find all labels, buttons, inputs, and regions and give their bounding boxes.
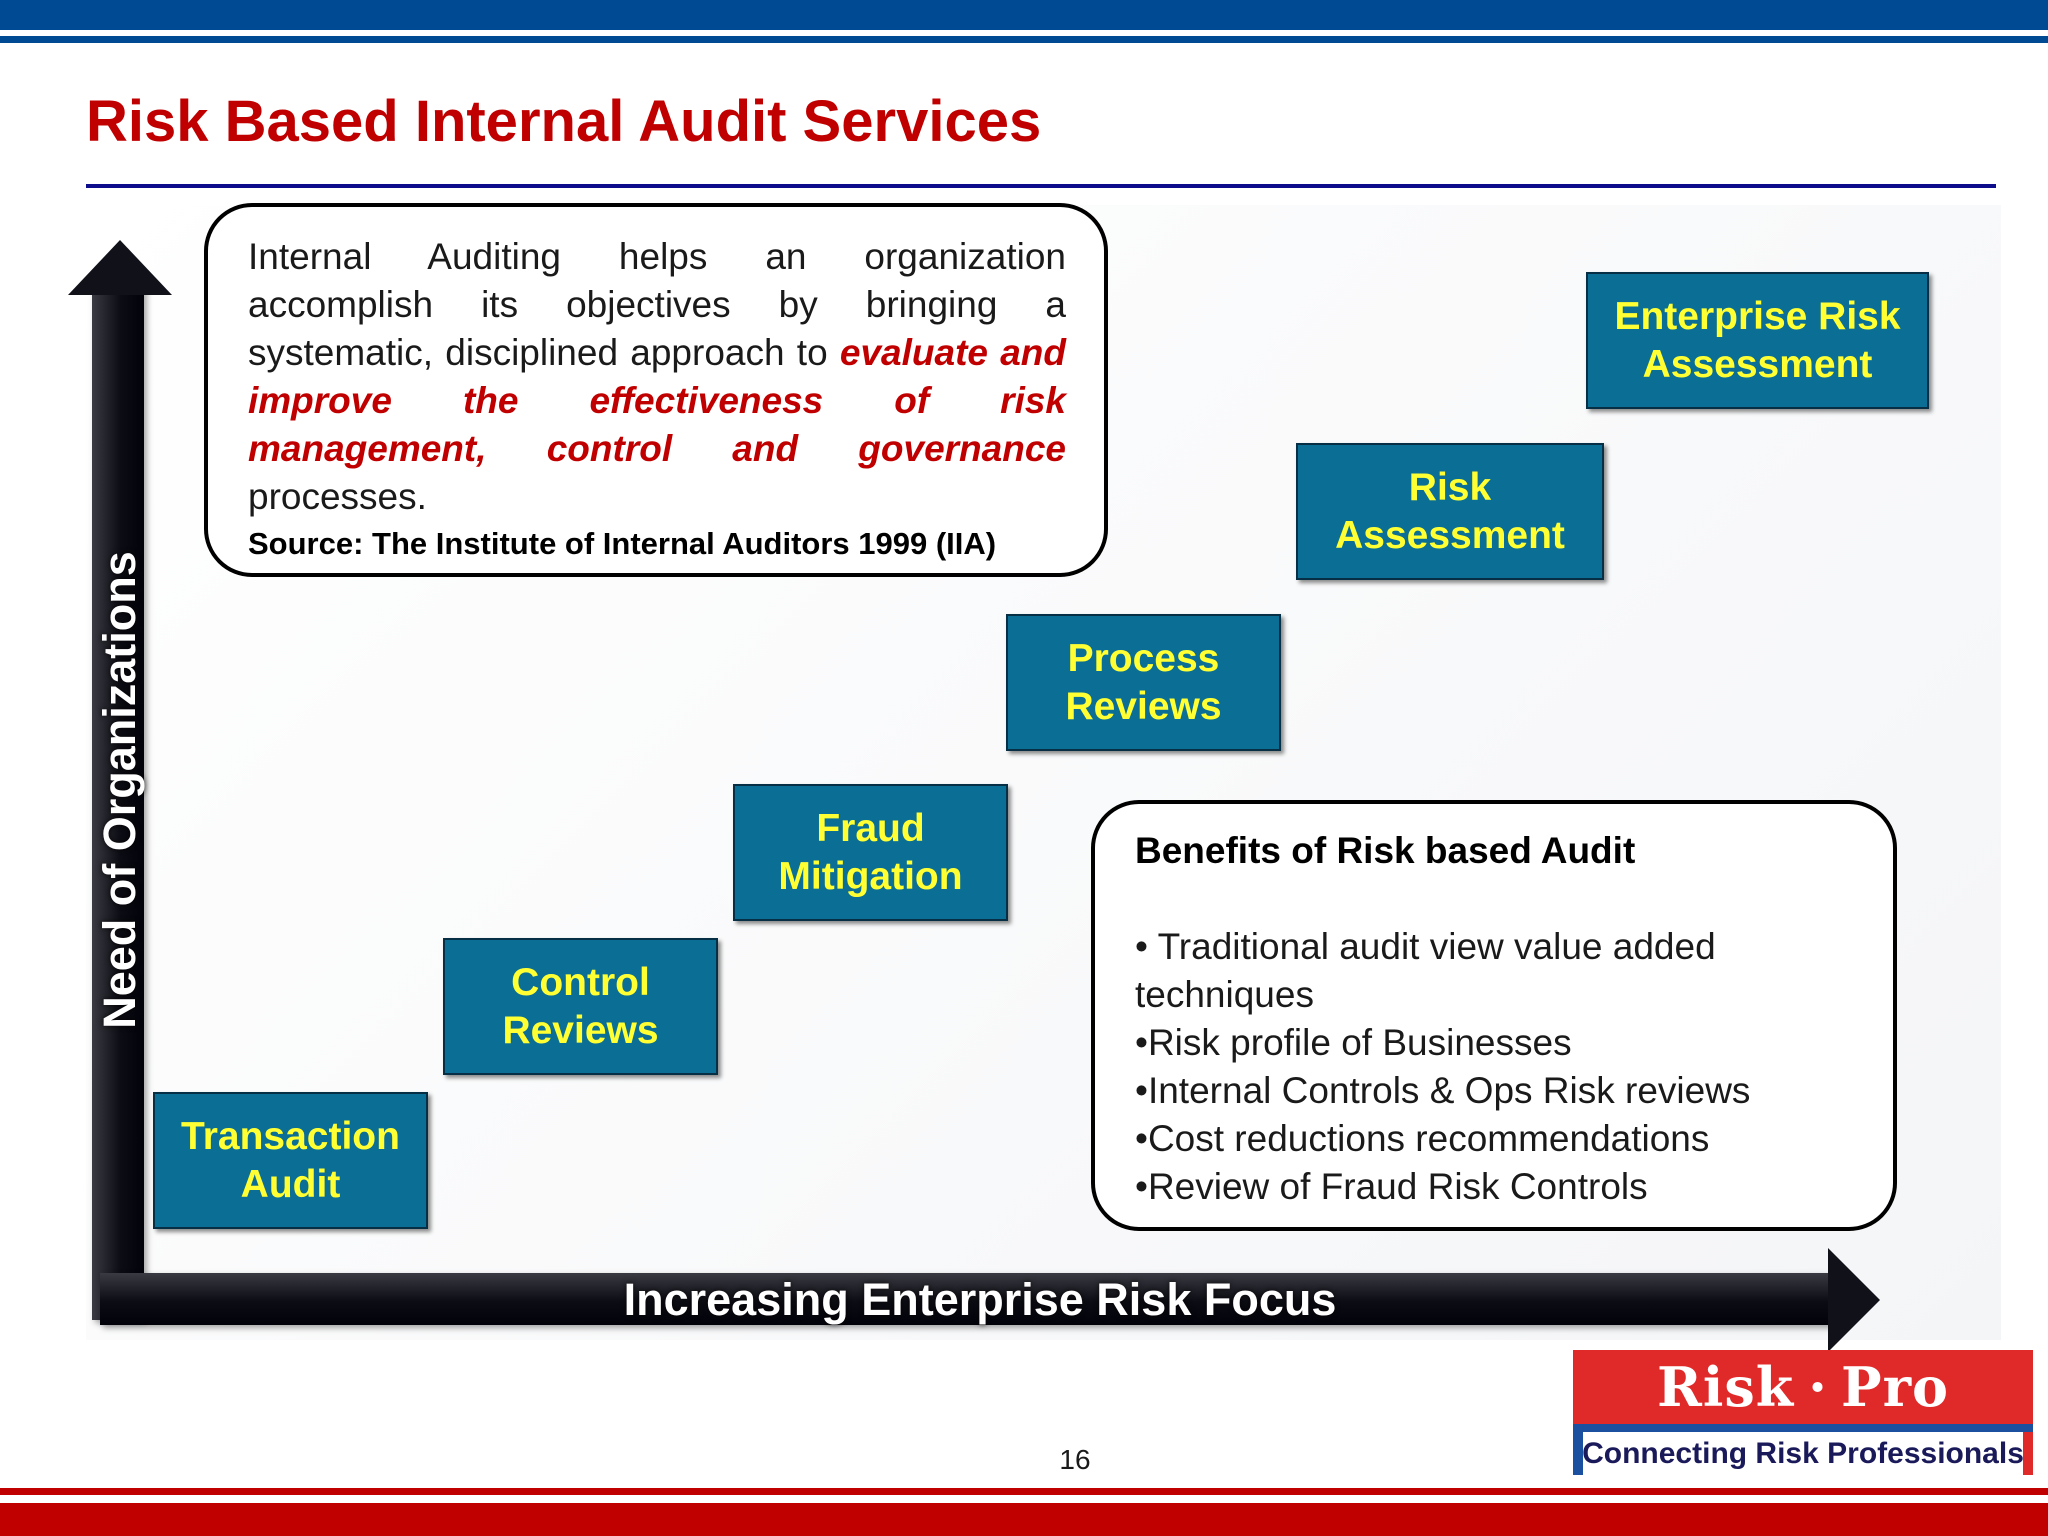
step-label-line: Assessment xyxy=(1642,342,1873,386)
step-label-line: Reviews xyxy=(502,1008,659,1052)
step-risk-assessment xyxy=(1296,443,1604,580)
definition-ending: processes. xyxy=(248,476,427,517)
step-control-reviews xyxy=(443,938,718,1075)
page-number: 16 xyxy=(1059,1444,1091,1475)
logo-separator: · xyxy=(1808,1355,1827,1419)
definition-source: Source: The Institute of Internal Auditors 1999 (IIA) xyxy=(248,526,997,561)
step-label-line: Process xyxy=(1067,636,1220,680)
definition-callout xyxy=(204,203,1108,577)
title-underline xyxy=(86,184,1996,188)
slide-title: Risk Based Internal Audit Services xyxy=(86,89,1042,154)
benefit-item: •Risk profile of Businesses xyxy=(1135,1022,1572,1063)
bottom-banner-stripe xyxy=(0,1488,2048,1495)
logo-tagline-bar xyxy=(1573,1432,2033,1475)
step-label-line: Assessment xyxy=(1335,513,1565,557)
logo-wordmark xyxy=(1573,1350,2033,1424)
step-label-line: Risk xyxy=(1408,465,1492,509)
step-label-line: Audit xyxy=(240,1162,341,1206)
x-axis-arrow-right-icon xyxy=(1828,1248,1880,1352)
benefit-item: • Traditional audit view value added techniques xyxy=(1135,926,1716,1015)
step-label-line: Transaction xyxy=(181,1114,400,1158)
y-axis-arrow-up-icon xyxy=(68,240,172,295)
benefits-heading: Benefits of Risk based Audit xyxy=(1135,830,1636,871)
definition-emphasis: evaluate and improve the effectiveness of risk management, control and governance xyxy=(248,332,1066,469)
step-label-line: Enterprise Risk xyxy=(1614,294,1901,338)
benefit-item: •Internal Controls & Ops Risk reviews xyxy=(1135,1070,1751,1111)
logo-tagline: Connecting Risk Professionals xyxy=(1582,1436,2024,1470)
step-transaction-audit xyxy=(153,1092,428,1229)
step-label-line: Control xyxy=(511,960,650,1004)
definition-text xyxy=(248,233,1066,521)
benefits-list xyxy=(1135,923,1863,1211)
benefits-callout xyxy=(1091,800,1897,1231)
bottom-banner-bar xyxy=(0,1503,2048,1536)
logo-stripe xyxy=(1573,1424,2033,1432)
step-label-line: Fraud xyxy=(816,806,925,850)
riskpro-logo xyxy=(1573,1350,2033,1475)
top-banner-stripe xyxy=(0,36,2048,43)
step-enterprise-risk-assessment xyxy=(1586,272,1929,409)
x-axis-label: Increasing Enterprise Risk Focus xyxy=(623,1274,1337,1325)
step-fraud-mitigation xyxy=(733,784,1008,921)
benefit-item: •Cost reductions recommendations xyxy=(1135,1118,1710,1159)
benefit-item: •Review of Fraud Risk Controls xyxy=(1135,1166,1648,1207)
step-process-reviews xyxy=(1006,614,1281,751)
y-axis-label: Need of Organizations xyxy=(94,551,145,1029)
top-banner-bar xyxy=(0,0,2048,30)
step-label-line: Mitigation xyxy=(778,854,963,898)
step-label-line: Reviews xyxy=(1065,684,1222,728)
logo-word-risk: Risk xyxy=(1656,1355,1795,1419)
logo-word-pro: Pro xyxy=(1840,1355,1950,1419)
definition-intro: Internal Auditing helps an organization accomplish its objectives by bringing a systematic, disciplined approach to xyxy=(248,236,1066,373)
